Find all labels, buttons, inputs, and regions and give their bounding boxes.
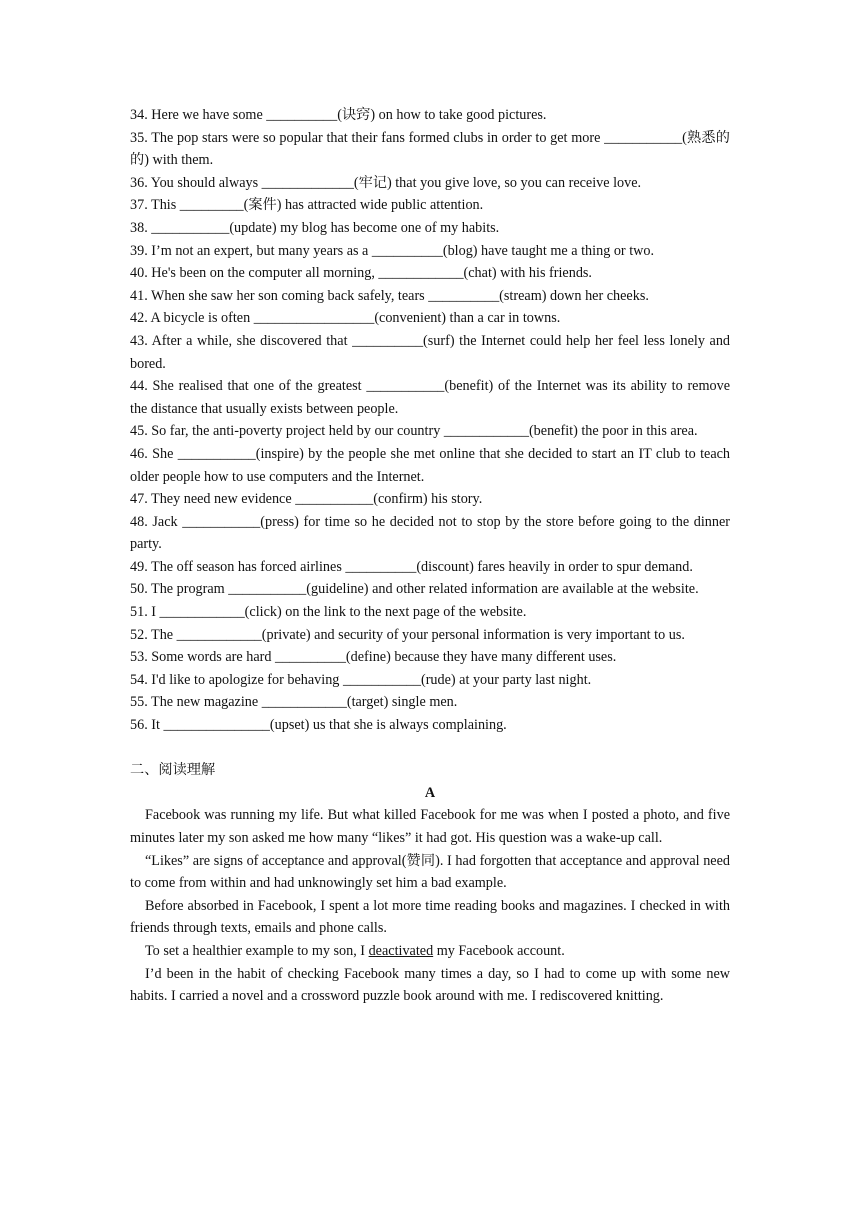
question-number: 49. [130,558,148,575]
question-text: They need new evidence ___________(confirm) his story. [151,491,483,508]
question-item [130,262,730,285]
question-number: 34. [130,107,148,123]
question-number: 35. [130,129,148,146]
question-item [130,194,730,217]
question-text: When she saw her son coming back safely, tears __________(stream) down her cheeks. [151,287,649,304]
p4-text-before: To set a healthier example to my son, I [145,942,369,959]
question-text: The pop stars were so popular that their fans formed clubs in order to get more ___________(熟悉的的) with them. [130,129,730,169]
question-text: After a while, she discovered that __________(surf) the Internet could help her feel less lonely and bored. [130,332,731,372]
question-item [130,646,730,669]
question-number: 56. [130,717,148,734]
question-item [130,601,730,624]
question-number: 39. [130,242,148,259]
question-number: 48. [130,513,148,530]
question-item [130,511,730,556]
question-number: 45. [130,423,148,440]
question-item [130,285,730,308]
question-text: Jack ___________(press) for time so he decided not to stop by the store before going to the dinner party. [130,513,730,553]
fill-in-questions [130,104,730,737]
question-text: She realised that one of the greatest ___________(benefit) of the Internet was its ability to remove the distance that usually exists between people. [130,378,730,417]
question-number: 53. [130,649,148,666]
question-text: A bicycle is often _________________(convenient) than a car in towns. [150,310,561,327]
question-item [130,488,730,511]
question-item [130,330,730,375]
question-number: 55. [130,694,148,711]
question-text: She ___________(inspire) by the people she met online that she decided to start an IT club to teach older people how to use computers and the Internet. [130,445,731,485]
question-item [130,443,730,488]
question-text: Here we have some __________(诀窍) on how to take good pictures. [151,107,547,123]
question-item [130,578,730,601]
question-item [130,217,730,240]
question-item [130,307,730,330]
question-item [130,127,730,172]
question-number: 42. [130,310,148,327]
question-number: 46. [130,445,148,462]
question-text: The off season has forced airlines __________(discount) fares heavily in order to spur demand. [151,558,693,575]
question-item [130,624,730,647]
question-number: 41. [130,287,148,304]
question-text: I’m not an expert, but many years as a __________(blog) have taught me a thing or two. [151,242,655,259]
question-item [130,669,730,692]
document-page [130,104,730,1008]
question-number: 37. [130,197,148,214]
question-number: 52. [130,626,148,643]
question-item [130,104,730,127]
question-text: The ____________(private) and security of your personal information is very important to us. [151,626,685,643]
passage-label: A [424,784,436,801]
question-number: 50. [130,581,148,598]
question-text: ___________(update) my blog has become one of my habits. [151,219,500,236]
question-text: Some words are hard __________(define) because they have many different uses. [151,649,617,666]
question-number: 40. [130,265,148,282]
question-text: It _______________(upset) us that she is always complaining. [151,717,507,734]
question-number: 47. [130,491,148,508]
question-item [130,691,730,714]
passage-paragraph-2: “Likes” are signs of acceptance and approval(赞同). I had forgotten that acceptance and approval need to come from within and had unknowingly set him a bad example. [130,852,730,892]
passage-paragraph-4 [130,940,730,963]
question-number: 44. [130,378,148,395]
question-item [130,556,730,579]
underlined-word: deactivated [368,942,434,959]
section-title: 二、阅读理解 [130,762,216,779]
question-item [130,420,730,443]
question-text: The new magazine ____________(target) single men. [151,694,458,711]
question-text: So far, the anti-poverty project held by our country ____________(benefit) the poor in this area. [151,423,698,440]
question-item [130,240,730,263]
question-text: You should always _____________(牢记) that you give love, so you can receive love. [150,174,642,191]
question-item [130,172,730,195]
question-text: I ____________(click) on the link to the next page of the website. [151,604,527,621]
question-text: He's been on the computer all morning, ____________(chat) with his friends. [151,265,592,282]
p4-text-after: my Facebook account. [433,942,565,959]
question-number: 51. [130,604,148,621]
question-text: This _________(案件) has attracted wide public attention. [151,197,484,214]
question-number: 36. [130,174,148,191]
passage-paragraph-1: Facebook was running my life. But what killed Facebook for me was when I posted a photo, and five minutes later my son asked me how many “likes” it had got. His question was a wake-up call. [130,807,730,846]
passage-paragraph-3: Before absorbed in Facebook, I spent a lot more time reading books and magazines. I checked in with friends through texts, emails and phone calls. [130,897,730,937]
question-text: The program ___________(guideline) and other related information are available at the website. [151,581,699,598]
question-number: 38. [130,219,148,236]
question-item [130,375,730,420]
question-item [130,714,730,737]
question-number: 54. [130,671,148,688]
question-text: I'd like to apologize for behaving ___________(rude) at your party last night. [151,671,592,688]
question-number: 43. [130,332,148,349]
passage-paragraph-5: I’d been in the habit of checking Facebook many times a day, so I had to come up with some new habits. I carried a novel and a crossword puzzle book around with me. I rediscovered knitting. [130,965,730,1005]
